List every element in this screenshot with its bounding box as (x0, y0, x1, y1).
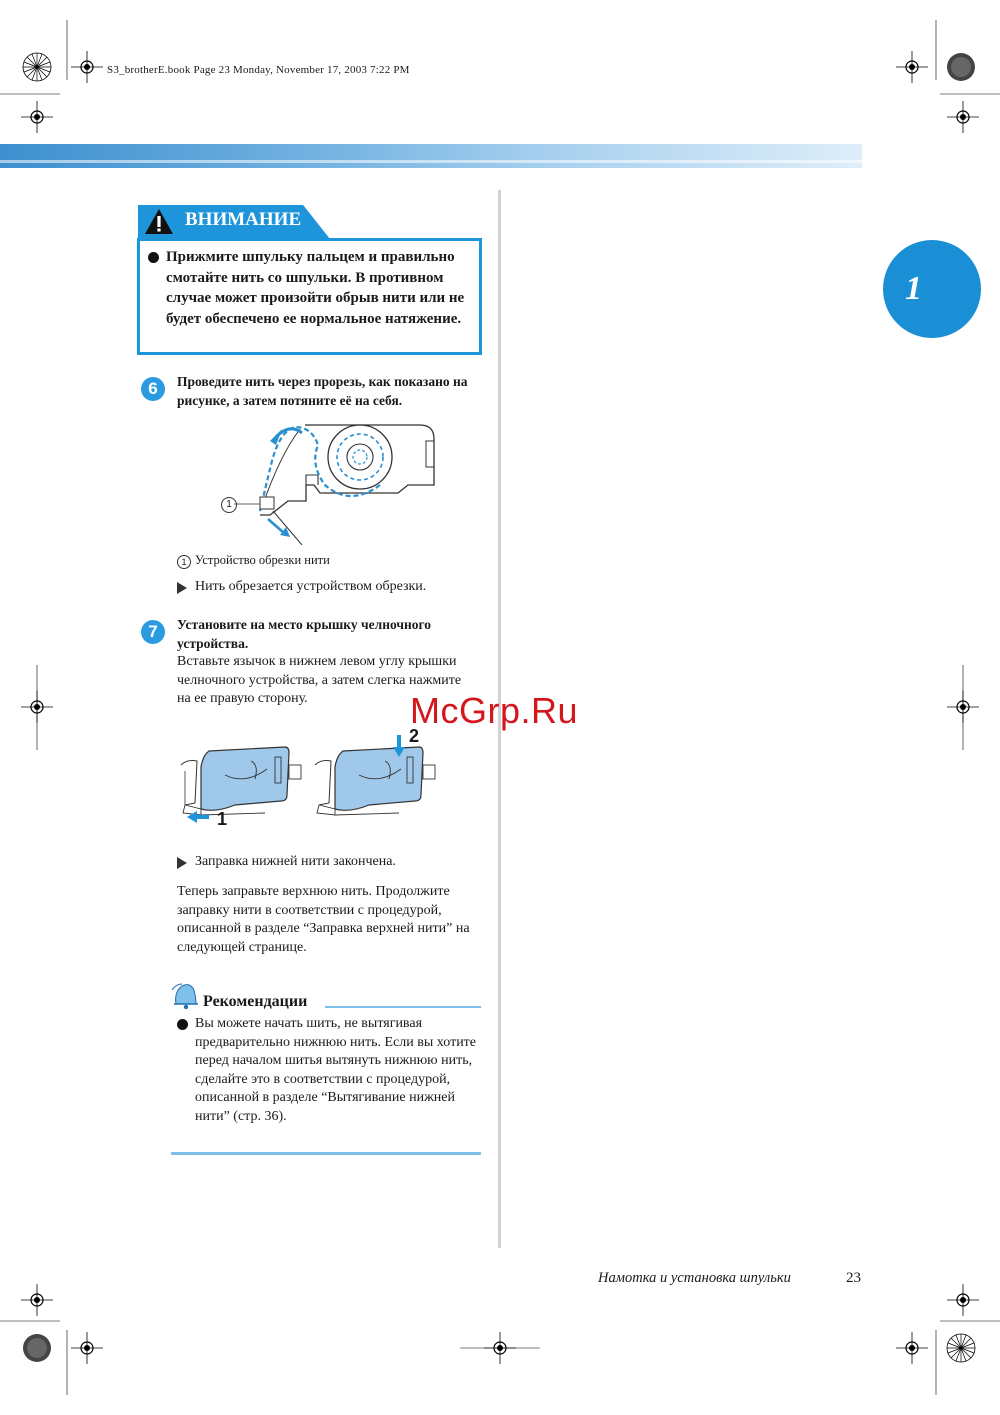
step-6-instruction: Проведите нить через прорезь, как показано на рисунке, а затем потяните её на себя. (177, 374, 468, 408)
cover-arrow-label-1: 1 (217, 809, 228, 829)
step-7-instruction: Установите на место крышку челночного устройства. (177, 617, 432, 651)
step-6-number: 6 (141, 377, 165, 401)
page-number: 23 (846, 1270, 861, 1286)
bell-icon (170, 982, 200, 1010)
hint-text: Вы можете начать шить, не вытягивая предварительно нижнюю нить. Если вы хотите перед началом шитья вытянуть нижнюю нить, сделайте это в соответствии с процедурой, описанной в разделе “Вытягивание нижней нити” (стр. 36). (195, 1016, 477, 1124)
result-arrow-icon (177, 582, 187, 594)
hint-title-rule (325, 1006, 481, 1008)
step-7-detail: Вставьте язычок в нижнем левом углу крышки челночного устройства, а затем слегка нажмите на ее правую сторону. (177, 654, 462, 706)
callout-marker: 1 (221, 497, 237, 513)
thread-cutter-illustration (210, 415, 440, 545)
caution-title: ВНИМАНИЕ (185, 209, 302, 230)
footer-section-title: Намотка и установка шпульки (598, 1270, 791, 1286)
header-band-highlight (0, 160, 862, 163)
step-7-number: 7 (141, 620, 165, 644)
next-instructions: Теперь заправьте верхнюю нить. Продолжите заправку нити в соответствии с процедурой, описанной в разделе “Заправка верхней нити” на следующей странице. (177, 884, 470, 955)
step-7-result: Заправка нижней нити закончена. (195, 854, 396, 869)
header-band (0, 144, 862, 168)
hint-bottom-rule (171, 1152, 481, 1155)
step-6-result: Нить обрезается устройством обрезки. (195, 579, 427, 594)
hint-title: Рекомендации (203, 993, 308, 1010)
watermark: McGrp.Ru (410, 690, 579, 731)
caution-bullet (148, 252, 159, 263)
cover-arrow-label-2: 2 (409, 726, 420, 746)
file-header: S3_brotherE.book Page 23 Monday, November 17, 2003 7:22 PM (107, 64, 410, 76)
warning-icon (144, 208, 174, 235)
hint-bullet (177, 1019, 188, 1030)
result-arrow-icon (177, 857, 187, 869)
chapter-badge: 1 (883, 240, 981, 338)
legend-label: Устройство обрезки нити (195, 553, 330, 567)
legend-marker: 1 (177, 555, 191, 569)
caution-text: Прижмите шпульку пальцем и правильно смотайте нить со шпульки. В противном случае может произойти обрыв нити или не будет обеспечено ее нормальное натяжение. (166, 249, 465, 327)
